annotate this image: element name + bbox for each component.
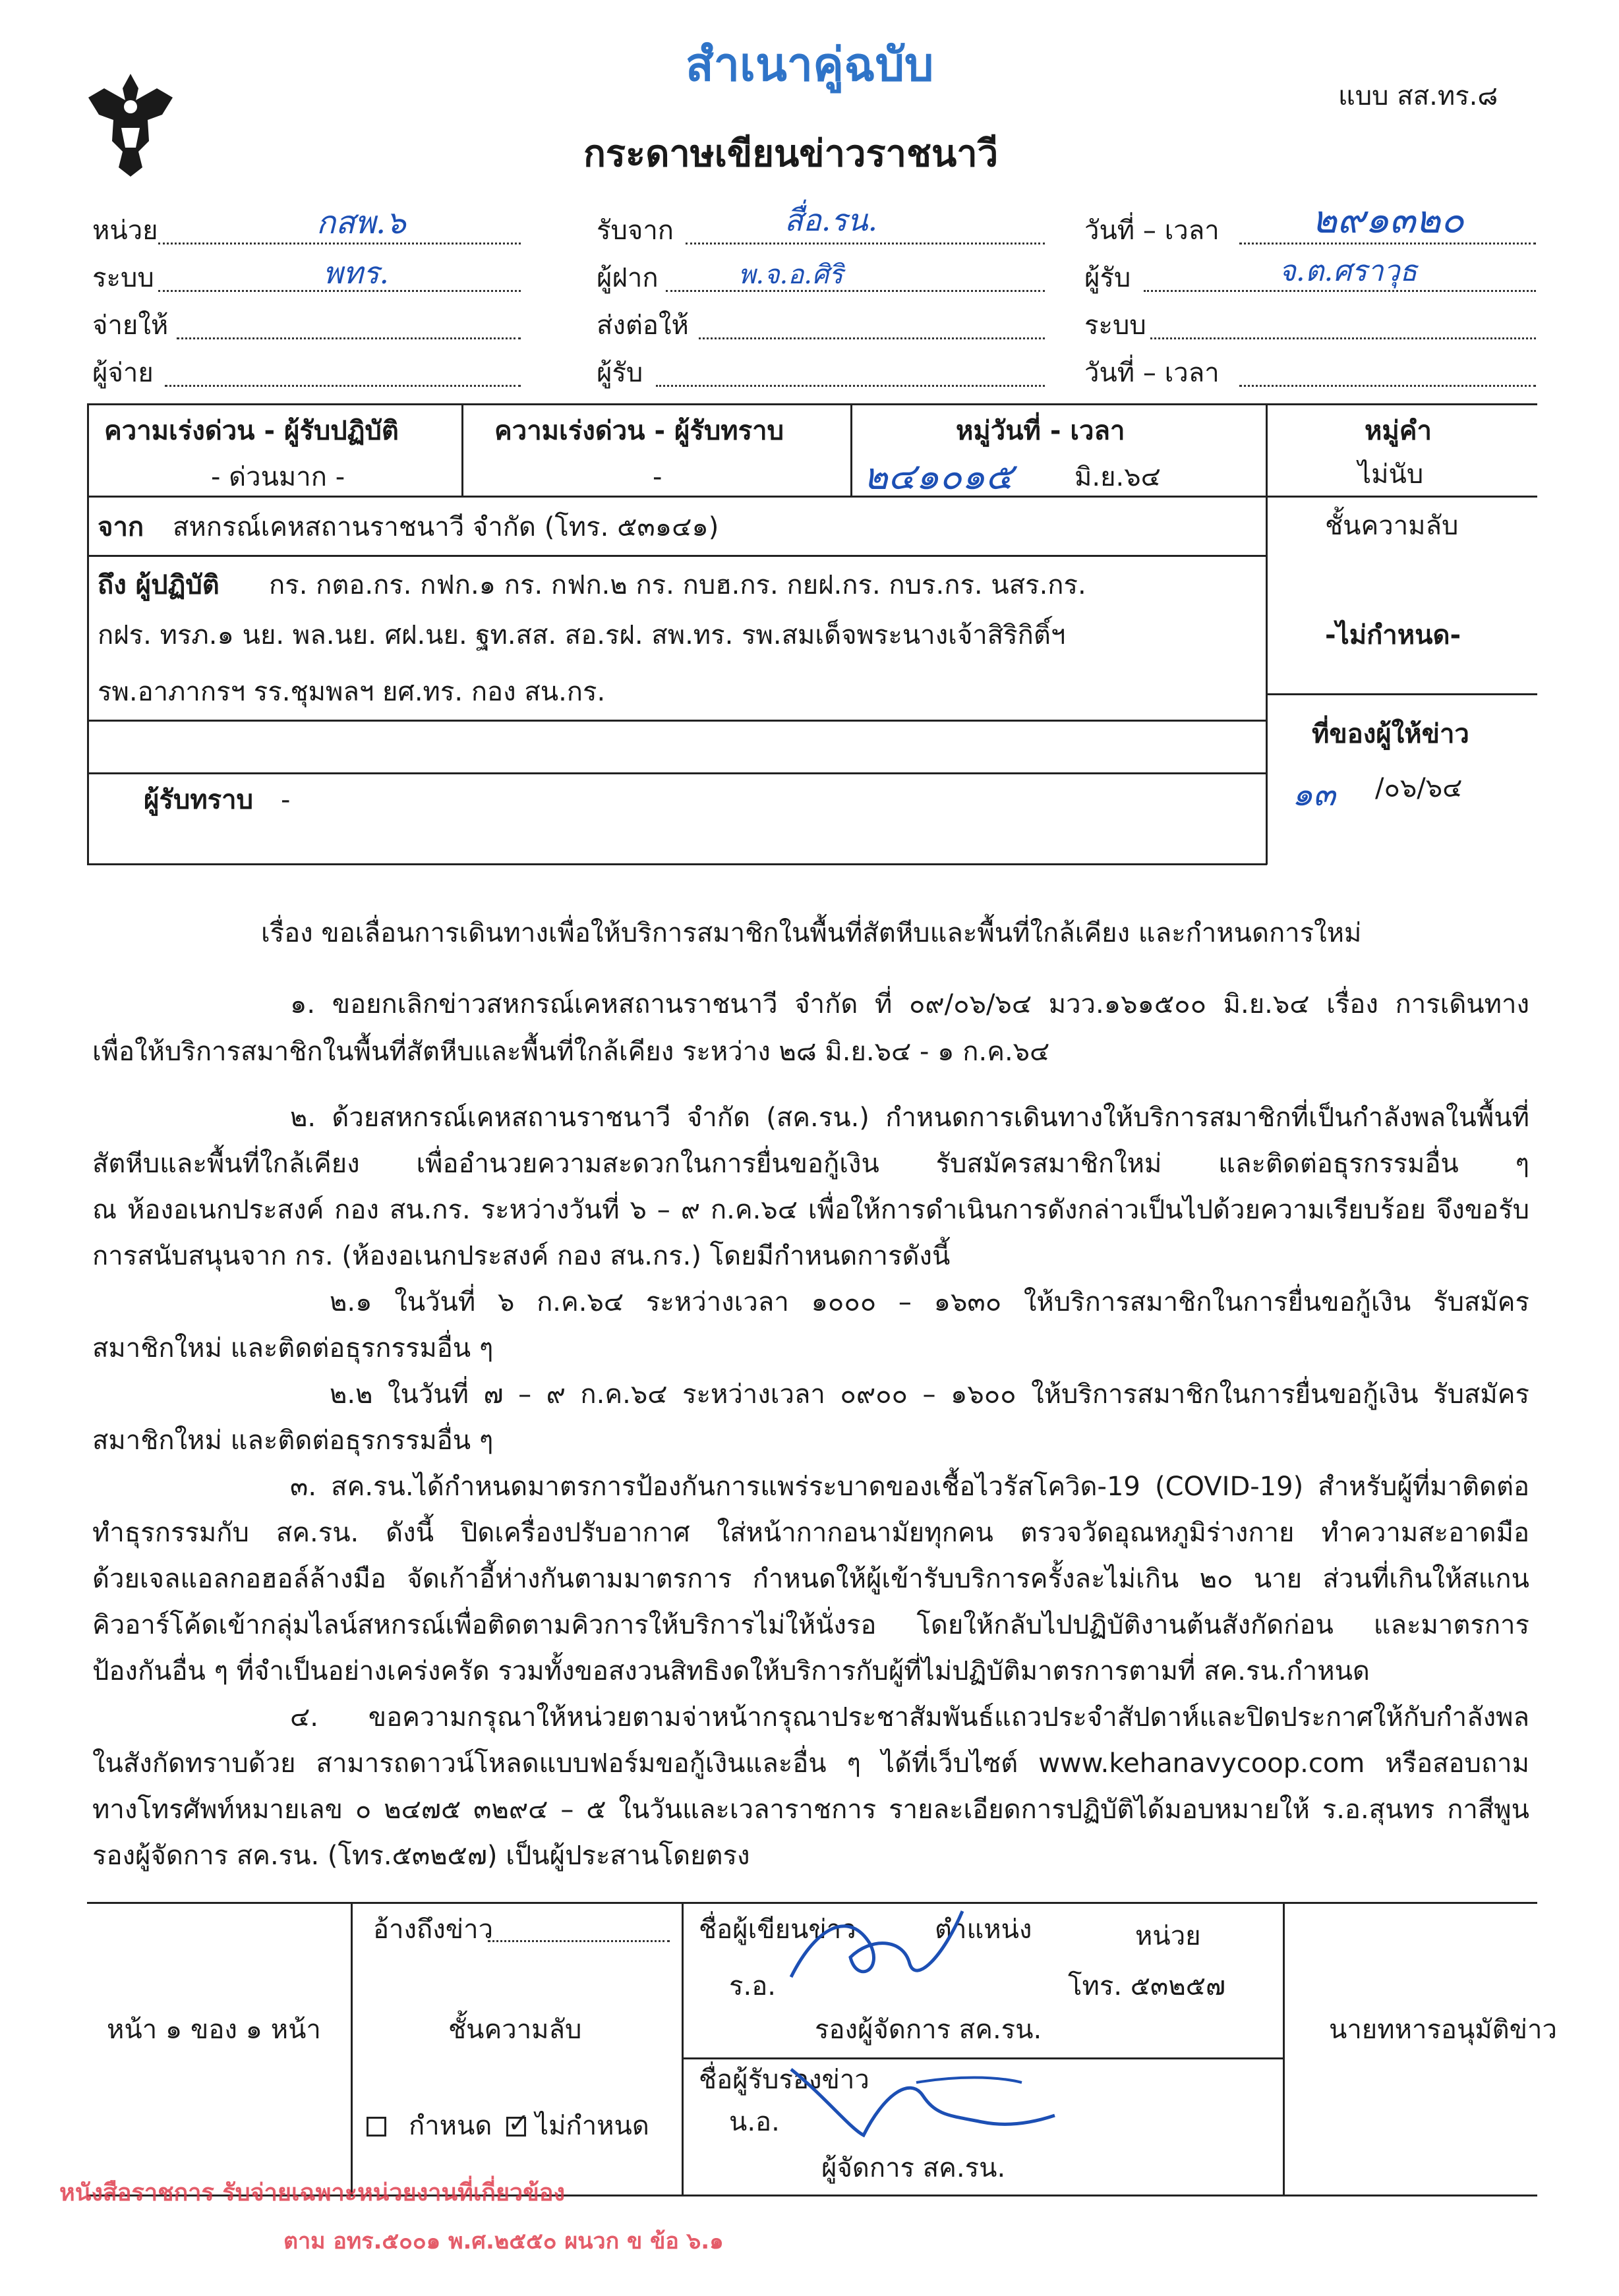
para-3-line-5: ป้องกันอื่น ๆ ที่จำเป็นอย่างเคร่งครัด รวมทั้งขอสงวนสิทธิงดให้บริการกับผู้ที่ไม่ปฏิบัติมาตรการตามที่ สค.รน.กำหนด: [92, 1656, 1370, 1686]
datetime2-dots: [1239, 385, 1536, 387]
info-priority-label: ความเร่งด่วน - ผู้รับทราบ: [494, 416, 784, 446]
red-stamp-line-1: หนังสือราชการ รับจ่ายเฉพาะหน่วยงานที่เกี่ยวข้อง: [59, 2179, 566, 2206]
certifier-rank: น.อ.: [729, 2107, 780, 2137]
para-2-2-line-1: ๒.๒ ในวันที่ ๗ – ๙ ก.ค.๖๔ ระหว่างเวลา ๐๙๐๐ – ๑๖๐๐ ให้บริการสมาชิกในการยื่นขอกู้เงิน รับสมัคร: [330, 1379, 1529, 1410]
ref-label: อ้างถึงข่าว: [373, 1914, 494, 1945]
para-2-line-4: การสนับสนุนจาก กร. (ห้องอเนกประสงค์ กอง สน.กร.) โดยมีกำหนดการดังนี้: [92, 1241, 951, 1271]
rule-priority-div2: [850, 403, 852, 497]
rule-priority-bottom: [87, 496, 1537, 498]
system-value: พทร.: [323, 255, 389, 291]
writer-signature-icon: [778, 1898, 976, 1997]
info-addressee-label: ผู้รับทราบ: [144, 785, 254, 815]
pay-to-dots: [177, 337, 521, 339]
payer-label: ผู้จ่าย: [92, 358, 154, 388]
check-defined-label: กำหนด: [409, 2111, 492, 2141]
certifier-position: ผู้จัดการ สค.รน.: [821, 2153, 1006, 2183]
para-4-line-1: ๔. ขอความกรุณาให้หน่วยตามจ่าหน้ากรุณาประชาสัมพันธ์แถวประจำสัปดาห์และปิดประกาศให้กับกำลังพล: [290, 1702, 1529, 1733]
writer-rank: ร.อ.: [729, 1971, 776, 2001]
para-2-line-2: สัตหีบและพื้นที่ใกล้เคียง เพื่ออำนวยความสะดวกในการยื่นขอกู้เงิน รับสมัครสมาชิกใหม่ และติดต่อธุรกรรมอื่น ๆ: [92, 1149, 1529, 1179]
rule-top: [87, 403, 1537, 405]
originator-ref-value: ๑๓: [1292, 775, 1336, 813]
classification-value: -ไม่กำหนด-: [1325, 620, 1461, 650]
position-label: ตำแหน่ง: [935, 1914, 1032, 1945]
dtg-handwritten: ๒๔๑๐๑๕: [864, 455, 1013, 498]
to-line-2: กฝร. ทรภ.๑ นย. พล.นย. ศฝ.นย. ฐท.สส. สอ.รฝ. สพ.ทร. รพ.สมเด็จพระนางเจ้าสิริกิติ์ฯ: [98, 620, 1066, 650]
rule-right-col: [1266, 403, 1268, 865]
dtg-month: มิ.ย.๖๔: [1074, 462, 1161, 492]
forward-to-label: ส่งต่อให้: [597, 310, 689, 341]
info-addressee-value: -: [281, 785, 291, 815]
form-code: แบบ สส.ทร.๘: [1338, 81, 1498, 111]
receiver-value: จ.ต.ศราวุธ: [1279, 254, 1418, 288]
receive-from-label: รับจาก: [597, 215, 674, 246]
subject-line: เรื่อง ขอเลื่อนการเดินทางเพื่อให้บริการสมาชิกในพื้นที่สัตหีบและพื้นที่ใกล้เคียง และกำหนดการใหม่: [261, 918, 1362, 948]
receiver-mid-dots: [656, 385, 1045, 387]
para-4-line-2: ในสังกัดทราบด้วย สามารถดาวน์โหลดแบบฟอร์มขอกู้เงินและอื่น ๆ ได้ที่เว็บไซต์ www.kehanavycoop.com หรือสอบถาม: [92, 1748, 1529, 1779]
datetime-value: ๒๙๑๓๒๐: [1312, 197, 1464, 242]
form-title: กระดาษเขียนข่าวราชนาวี: [583, 132, 999, 175]
rule-box-bottom: [87, 863, 1267, 865]
checkbox-undefined-check-icon: ✓: [508, 2108, 530, 2138]
forward-to-dots: [699, 337, 1045, 339]
rule-right-mid: [1266, 693, 1537, 695]
rule-left: [87, 403, 89, 865]
word-count-value: ไม่นับ: [1358, 459, 1424, 490]
footer-unit-label: หน่วย: [1135, 1921, 1201, 1951]
originator-ref-label: ที่ของผู้ให้ข่าว: [1312, 719, 1469, 749]
garuda-emblem-icon: [84, 69, 177, 181]
para-3-line-3: ด้วยเจลแอลกอฮอล์ล้างมือ จัดเก้าอี้ห่างกันตามมาตรการ กำหนดให้ผู้เข้ารับบริการครั้งละไม่เกิน ๒๐ นาย ส่วนที่เกินให้สแกน: [92, 1564, 1529, 1594]
ref-dots: [488, 1940, 670, 1942]
system-label: ระบบ: [92, 263, 154, 293]
rule-priority-div1: [461, 403, 463, 497]
info-priority-value: -: [653, 462, 662, 492]
approver-label: นายทหารอนุมัติข่าว: [1329, 2015, 1557, 2045]
footer-rule-div2: [682, 1902, 684, 2196]
para-4-line-4: รองผู้จัดการ สค.รน. (โทร.๕๓๒๕๗) เป็นผู้ประสานโดยตรง: [92, 1841, 750, 1871]
para-3-line-2: ทำธุรกรรมกับ สค.รน. ดังนี้ ปิดเครื่องปรับอากาศ ใส่หน้ากากอนามัยทุกคน ตรวจวัดอุณหภูมิร่างกาย ทำความสะอาดมือ: [92, 1518, 1529, 1548]
para-2-1-line-1: ๒.๑ ในวันที่ ๖ ก.ค.๖๔ ระหว่างเวลา ๑๐๐๐ – ๑๖๓๐ ให้บริการสมาชิกในการยื่นขอกู้เงิน รับสมัคร: [330, 1287, 1529, 1317]
action-priority-label: ความเร่งด่วน - ผู้รับปฏิบัติ: [104, 416, 399, 446]
from-label: จาก: [98, 512, 144, 542]
page-info: หน้า ๑ ของ ๑ หน้า: [107, 2015, 321, 2045]
system2-label: ระบบ: [1084, 310, 1146, 341]
originator-ref-date: /๐๖/๖๔: [1375, 773, 1463, 803]
footer-rule-div1: [351, 1902, 353, 2196]
para-2-line-3: ณ ห้องอเนกประสงค์ กอง สน.กร. ระหว่างวันที่ ๖ – ๙ ก.ค.๖๔ เพื่อให้การดำเนินการดังกล่าวเป็นไปด้วยความเรียบร้อย จึงขอรับ: [92, 1195, 1529, 1225]
para-4-line-3: ทางโทรศัพท์หมายเลข ๐ ๒๔๗๕ ๓๒๙๔ – ๕ ในวันและเวลาราชการ รายละเอียดการปฏิบัติได้มอบหมายให้ ร.อ.สุนทร กาสีพูน: [92, 1794, 1529, 1825]
writer-label: ชื่อผู้เขียนข่าว: [699, 1914, 856, 1945]
receiver-mid-label: ผู้รับ: [597, 358, 643, 388]
depositor-dots: [666, 290, 1045, 292]
check-undefined-label: ไม่กำหนด: [535, 2111, 649, 2141]
datetime-label: วันที่ – เวลา: [1084, 215, 1220, 246]
receive-from-value: สื่อ.รน.: [784, 202, 878, 238]
red-stamp-line-2: ตาม อทร.๕๐๐๑ พ.ศ.๒๕๕๐ ผนวก ข ข้อ ๖.๑: [283, 2228, 724, 2254]
to-line-1: กร. กตอ.กร. กฟก.๑ กร. กฟก.๒ กร. กบฮ.กร. กยฝ.กร. กบร.กร. นสร.กร.: [269, 570, 1086, 600]
to-line-3: รพ.อาภากรฯ รร.ชุมพลฯ ยศ.ทร. กอง สน.กร.: [98, 677, 606, 707]
rule-to-bottom: [87, 720, 1267, 722]
para-2-2-line-2: สมาชิกใหม่ และติดต่อธุรกรรมอื่น ๆ: [92, 1425, 494, 1456]
word-count-label: หมู่คำ: [1365, 416, 1432, 446]
rule-from-bottom: [87, 555, 1267, 557]
unit-label: หน่วย: [92, 215, 158, 246]
footer-rule-div3: [1283, 1902, 1285, 2196]
para-1-line-2: เพื่อให้บริการสมาชิกในพื้นที่สัตหีบและพื้นที่ใกล้เคียง ระหว่าง ๒๘ มิ.ย.๖๔ - ๑ ก.ค.๖๔: [92, 1037, 1050, 1067]
unit-value: กสพ.๖: [316, 204, 406, 241]
checkbox-defined[interactable]: [367, 2117, 386, 2137]
footer-classification-label: ชั้นความลับ: [448, 2015, 582, 2045]
receiver-label: ผู้รับ: [1084, 263, 1131, 293]
para-1-line-1: ๑. ขอยกเลิกข่าวสหกรณ์เคหสถานราชนาวี จำกัด ที่ ๐๙/๐๖/๖๔ มวว.๑๖๑๕๐๐ มิ.ย.๖๔ เรื่อง การเดินทาง: [290, 989, 1529, 1019]
pay-to-label: จ่ายให้: [92, 310, 169, 341]
writer-phone: โทร. ๕๓๒๕๗: [1068, 1971, 1226, 2001]
depositor-value: พ.จ.อ.ศิริ: [738, 260, 843, 290]
para-3-line-4: คิวอาร์โค้ดเข้ากลุ่มไลน์สหกรณ์เพื่อติดตามคิวการให้บริการไม่ให้นั่งรอ โดยให้กลับไปปฏิบัติงานต้นสังกัดก่อน และมาตรการ: [92, 1610, 1529, 1640]
para-2-1-line-2: สมาชิกใหม่ และติดต่อธุรกรรมอื่น ๆ: [92, 1333, 494, 1363]
from-value: สหกรณ์เคหสถานราชนาวี จำกัด (โทร. ๕๓๑๔๑): [173, 512, 719, 542]
payer-dots: [165, 385, 521, 387]
certifier-label: ชื่อผู้รับรองข่าว: [699, 2065, 869, 2095]
para-2-line-1: ๒. ด้วยสหกรณ์เคหสถานราชนาวี จำกัด (สค.รน.) กำหนดการเดินทางให้บริการสมาชิกที่เป็นกำลังพลในพื้นที่: [290, 1103, 1529, 1133]
datetime2-label: วันที่ – เวลา: [1084, 358, 1220, 388]
copy-stamp: สำเนาคู่ฉบับ: [686, 38, 934, 92]
dtg-label: หมู่วันที่ - เวลา: [956, 416, 1125, 446]
certifier-signature-icon: [784, 2056, 1061, 2148]
depositor-label: ผู้ฝาก: [597, 263, 659, 293]
system2-dots: [1150, 337, 1536, 339]
para-3-line-1: ๓. สค.รน.ได้กำหนดมาตรการป้องกันการแพร่ระบาดของเชื้อไวรัสโควิด-19 (COVID-19) สำหรับผู้ที่มาติดต่อ: [290, 1472, 1529, 1502]
action-priority-value: - ด่วนมาก -: [211, 462, 345, 492]
classification-label: ชั้นความลับ: [1325, 511, 1459, 541]
rule-blank-bottom: [87, 772, 1267, 774]
to-label: ถึง ผู้ปฏิบัติ: [98, 570, 220, 600]
writer-position: รองผู้จัดการ สค.รน.: [815, 2015, 1042, 2045]
